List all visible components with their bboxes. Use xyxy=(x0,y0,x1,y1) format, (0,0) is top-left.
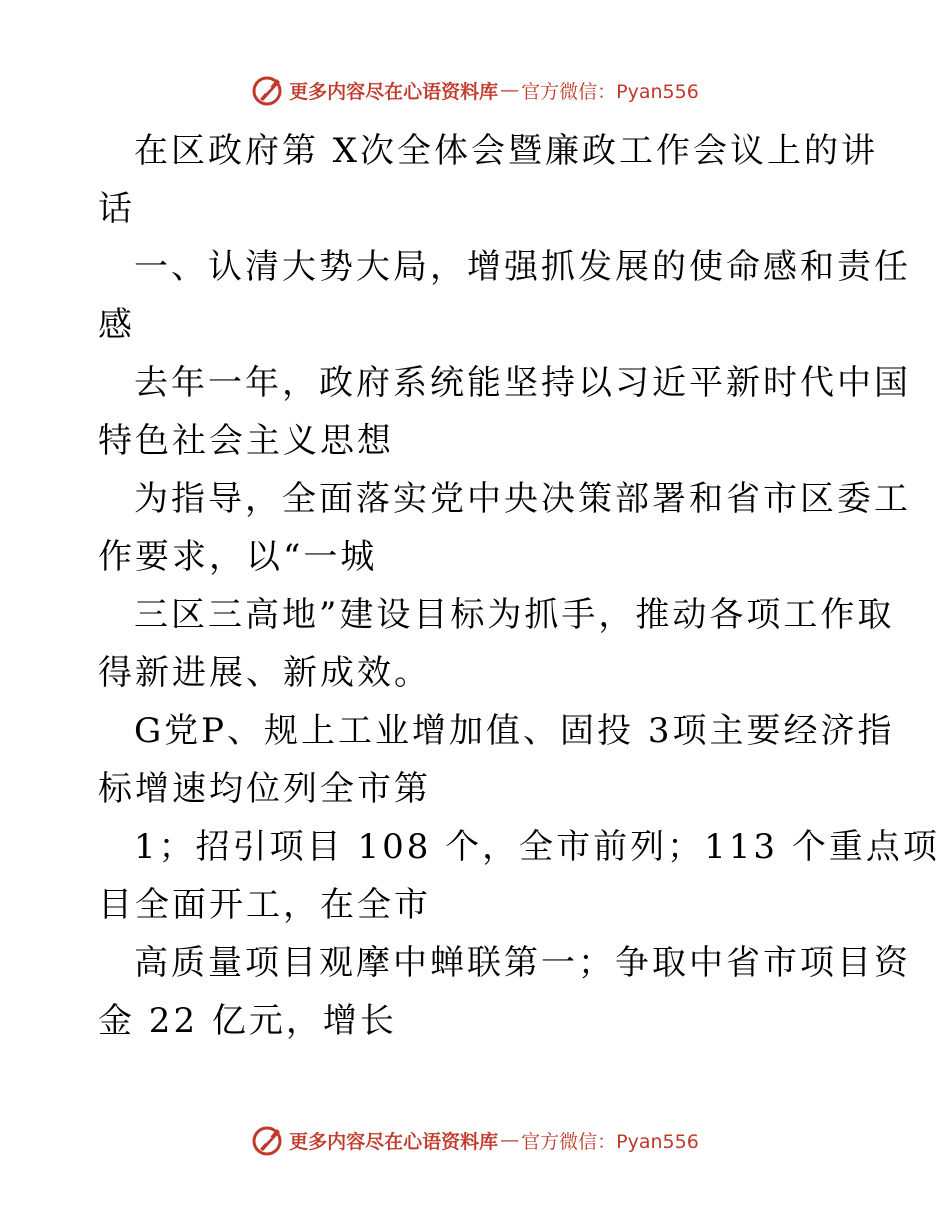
paragraph-line: 标增速均位列全市第 xyxy=(98,769,431,809)
paragraph-line: G党P、规上工业增加值、固投 3项主要经济指 xyxy=(134,711,895,751)
paragraph-line: 目全面开工，在全市 xyxy=(98,885,431,925)
footer-site-name: 更多内容尽在心语资料库 xyxy=(289,1130,499,1153)
header-banner xyxy=(0,70,950,110)
paragraph-line: 高质量项目观摩中蝉联第一；争取中省市项目资 xyxy=(134,943,911,983)
quill-logo-icon xyxy=(251,1123,285,1157)
footer-wechat: 官方微信：Pyan556 xyxy=(521,1130,699,1153)
heading-line-2: 感 xyxy=(98,305,135,345)
paragraph-line: 三区三高地”建设目标为抓手，推动各项工作取 xyxy=(134,595,895,635)
paragraph-line: 特色社会主义思想 xyxy=(98,421,394,461)
header-wechat: 官方微信：Pyan556 xyxy=(521,80,699,103)
header-separator: — xyxy=(500,79,520,101)
title-line-1: 在区政府第 X次全体会暨廉政工作会议上的讲 xyxy=(134,131,879,171)
header-site-name: 更多内容尽在心语资料库 xyxy=(289,80,499,103)
paragraph-line: 为指导，全面落实党中央决策部署和省市区委工 xyxy=(134,479,911,519)
paragraph-line: 金 22 亿元，增长 xyxy=(98,1001,397,1041)
paragraph-line: 得新进展、新成效。 xyxy=(98,653,431,693)
document-body xyxy=(98,122,940,1050)
heading-line-1: 一、认清大势大局，增强抓发展的使命感和责任 xyxy=(134,247,911,287)
quill-logo-icon xyxy=(251,73,285,107)
footer-banner xyxy=(0,1120,950,1160)
footer-separator: — xyxy=(500,1129,520,1151)
title-line-2: 话 xyxy=(98,189,135,229)
paragraph-line: 作要求，以“一城 xyxy=(98,537,378,577)
paragraph-line: 去年一年，政府系统能坚持以习近平新时代中国 xyxy=(134,363,911,403)
paragraph-line: 1；招引项目 108 个，全市前列；113 个重点项 xyxy=(134,827,940,867)
